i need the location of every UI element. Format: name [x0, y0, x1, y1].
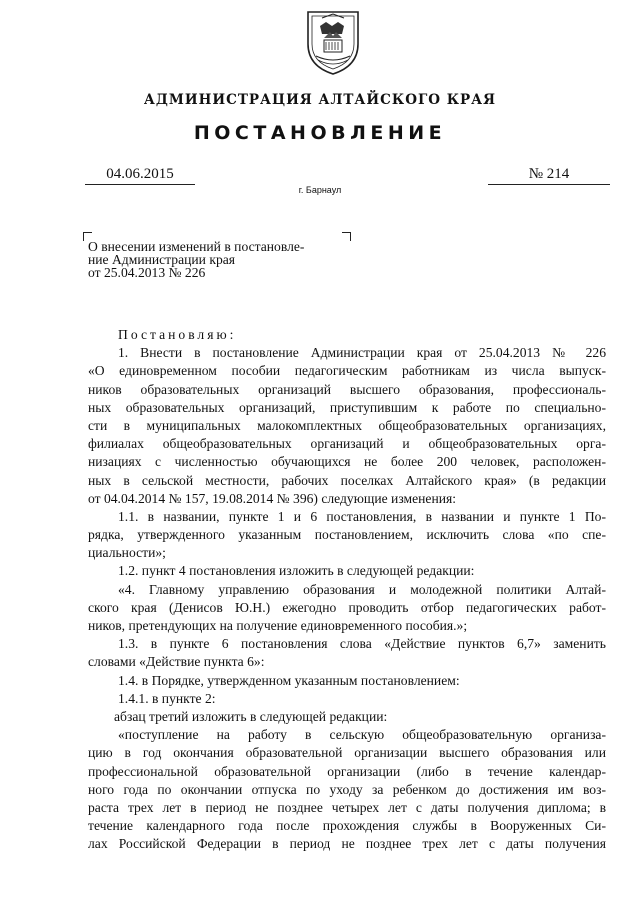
subject-line: ние Администрации края — [88, 252, 236, 267]
body-line: словами «Действие пункта 6»: — [88, 654, 265, 670]
resolution-opening: Постановляю: — [118, 327, 237, 342]
document-type-title: ПОСТАНОВЛЕНИЕ — [193, 122, 447, 144]
body-line: течение календарного года после прохождения службы в Вооруженных Си- — [88, 818, 606, 834]
body-line: 1.2. пункт 4 постановления изложить в следующей редакции: — [118, 563, 475, 579]
coat-of-arms-emblem — [304, 8, 362, 76]
body-line: профессиональной образовательной организации (либо в течение календар- — [88, 763, 606, 779]
body-line: 1.1. в названии, пункте 1 и 6 постановления, в названии и пункте 1 По- — [118, 508, 606, 524]
body-line: абзац третий изложить в следующей редакции: — [114, 708, 388, 724]
body-line: «О единовременном пособии педагогическим работникам из числа выпуск- — [88, 363, 606, 379]
body-line: «поступление на работу в сельскую общеобразовательную организа- — [118, 727, 606, 743]
body-line: ников образовательных организаций высшего образования, профессиональ- — [88, 381, 606, 397]
subject-line: О внесении изменений в постановле- — [88, 239, 305, 254]
body-line: раста трех лет в период не позднее четырех лет с даты получения диплома; в — [88, 799, 606, 815]
body-line: ных образовательных организаций, приступившим к работе по специально- — [88, 399, 606, 415]
subject-line: от 25.04.2013 № 226 — [88, 265, 206, 280]
body-line: 1.4.1. в пункте 2: — [118, 690, 216, 706]
body-line: низациях с численностью обучающихся не более 200 человек, расположен- — [88, 454, 606, 470]
document-date: 04.06.2015 — [85, 166, 195, 185]
body-line: «4. Главному управлению образования и молодежной политики Алтай- — [118, 581, 606, 597]
body-line: ных в сельской местности, рабочих поселках Алтайского края» (в редакции — [88, 472, 606, 488]
body-line: ников, претендующих на получение единовременного пособия.»; — [88, 618, 468, 633]
body-line: филиалах общеобразовательных организаций и общеобразовательных орга- — [88, 436, 606, 452]
body-line: от 04.04.2014 № 157, 19.08.2014 № 396) следующие изменения: — [88, 490, 457, 506]
body-line: цию в год окончания образовательной организации высшего образования или — [88, 745, 606, 761]
body-line: рядка, утвержденного указанным постановлением, исключить слова «по спе- — [88, 527, 606, 543]
city-label: г. Барнаул — [298, 185, 342, 195]
body-line: ского края (Денисов Ю.Н.) ежегодно проводить отбор педагогических работ- — [88, 599, 606, 615]
body-line: сти в муниципальных малокомплектных общеобразовательных организациях, — [88, 417, 606, 433]
organization-name: АДМИНИСТРАЦИЯ АЛТАЙСКОГО КРАЯ — [143, 92, 497, 108]
body-line: 1.4. в Порядке, утвержденном указанным постановлением: — [118, 672, 460, 688]
document-subject — [88, 240, 368, 279]
document-body — [88, 326, 606, 853]
body-line: 1.3. в пункте 6 постановления слова «Действие пунктов 6,7» заменить — [118, 636, 606, 652]
document-number: № 214 — [488, 166, 610, 185]
body-line: ного года по окончании отпуска по уходу за ребенком до достижения им воз- — [88, 781, 606, 797]
body-line: циальности»; — [88, 545, 166, 561]
body-line: 1. Внести в постановление Администрации края от 25.04.2013 № 226 — [118, 345, 606, 361]
body-line: лах Российской Федерации в период не позднее трех лет с даты получения — [88, 836, 606, 852]
